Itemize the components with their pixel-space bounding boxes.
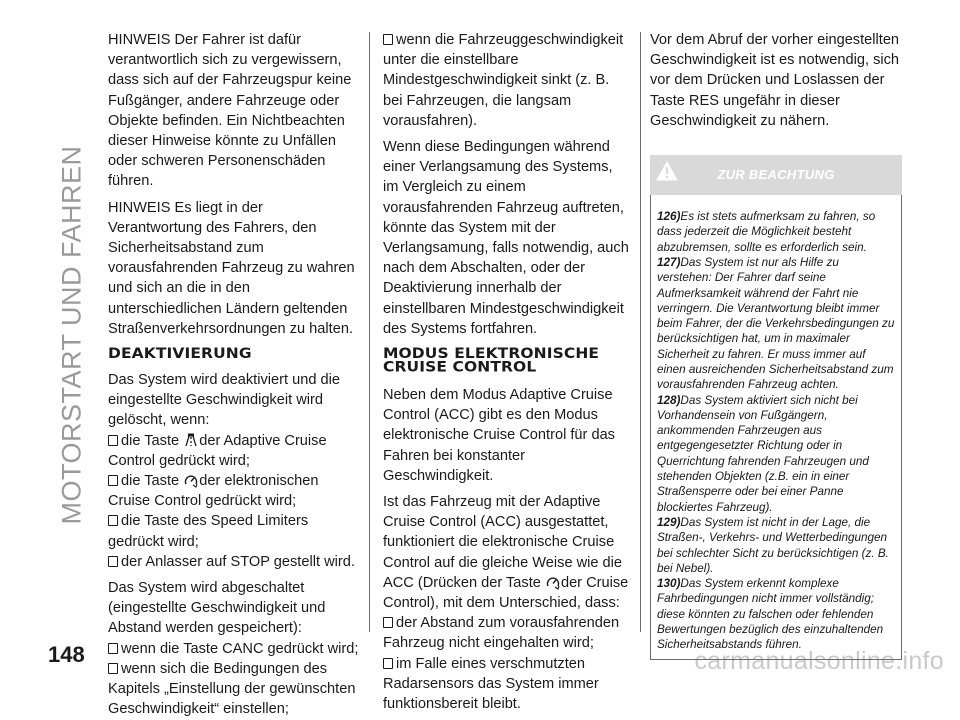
checkbox-bullet-icon xyxy=(108,475,118,486)
column-divider-1 xyxy=(369,32,370,632)
warning-header xyxy=(650,155,902,195)
adaptive-cruise-icon xyxy=(184,433,198,448)
heading-modus-elektronische-cruise-control: MODUS ELEKTRONISCHE CRUISE CONTROL xyxy=(383,345,600,375)
warning-item: 128)Das System aktiviert sich nicht bei Vorhandensein von Fußgängern, ankommenden Fahrzeugen aus entgegengesetzter Richtung oder in Querrichtung fahrenden Fahrzeugen und stehenden Objekten (z.B. ein in einer Straßensperre oder bei einer Panne blockiertes Fahrzeug). xyxy=(657,393,869,514)
checkbox-bullet-icon xyxy=(383,617,393,628)
column-divider-2 xyxy=(640,32,641,632)
column-2 xyxy=(383,30,631,714)
paragraph-modus: Neben dem Modus Adaptive Cruise Control (ACC) gibt es den Modus elektronische Cruise Control für das Fahren bei konstanter Geschwindigkeit. xyxy=(383,387,615,484)
bullet-item: die Taste der elektronischen Cruise Control gedrückt wird; xyxy=(108,473,319,510)
checkbox-bullet-icon xyxy=(108,515,118,526)
bullet-item: der Anlasser auf STOP gestellt wird. xyxy=(108,552,360,572)
warning-triangle-icon xyxy=(656,161,678,181)
warning-item: 127)Das System ist nur als Hilfe zu verstehen: Der Fahrer darf seine Aufmerksamkeit während der Fahrt nie verringern. Die Verantwortung bleibt immer beim Fahrer, der die Verkehrsbedingungen zu berücksichtigen hat, um in maximaler Sicherheit zu fahren. Er muss immer auf einen ausreichenden Sicherheitsabstand zum vorausfahrenden Fahrzeug achten. xyxy=(657,255,895,392)
bullet-item: der Abstand zum vorausfahrenden Fahrzeug nicht eingehalten wird; xyxy=(383,615,620,652)
speedometer-icon xyxy=(546,575,560,590)
checkbox-bullet-icon xyxy=(108,435,118,446)
checkbox-bullet-icon xyxy=(108,663,118,674)
paragraph-shutdown: Das System wird abgeschaltet (eingestellte Geschwindigkeit und Abstand werden gespeichert): xyxy=(108,580,326,637)
paragraph-deactivation: Das System wird deaktiviert und die eingestellte Geschwindigkeit wird gelöscht, wenn: xyxy=(108,372,340,429)
heading-deaktivierung: DEAKTIVIERUNG xyxy=(108,345,252,362)
warning-title: ZUR BEACHTUNG xyxy=(717,166,835,182)
bullet-item: im Falle eines verschmutzten Radarsensors das System immer funktionsbereit bleibt. xyxy=(383,655,599,713)
warning-item: 126)Es ist stets aufmerksam zu fahren, so dass jederzeit die Möglichkeit besteht abzubremsen, sollte es erforderlich sein. xyxy=(657,210,876,254)
bullet-item: die Taste der Adaptive Cruise Control gedrückt wird; xyxy=(108,432,327,469)
note-2: HINWEIS Es liegt in der Verantwortung des Fahrers, den Sicherheitsabstand zum vorausfahrenden Fahrzeug zu wahren und sich an die in den unterschiedlichen Ländern geltenden Straßenverkehrsordnungen zu halten. xyxy=(108,199,355,337)
warning-body xyxy=(650,195,902,660)
note-1: HINWEIS Der Fahrer ist dafür verantwortlich sich zu vergewissern, dass sich auf der Fahrzeugspur keine Fußgänger, andere Fahrzeuge oder Objekte befinden. Ein Nichtbeachten dieser Hinweise könnte zu Unfällen oder schweren Personenschäden führen. xyxy=(108,32,352,190)
paragraph-acc: Ist das Fahrzeug mit der Adaptive Cruise Control (ACC) ausgestattet, funktioniert die elektronische Cruise Control auf die gleiche Weise wie die ACC (Drücken der Taste der Cruise Control), mit dem Unterschied, dass: xyxy=(383,494,629,612)
warning-item: 130)Das System erkennt komplexe Fahrbedingungen nicht immer vollständig; diese könnten zu falschen oder fehlenden Bewertungen bezüglich des einzuhaltenden Sicherheitsabstands führen. xyxy=(657,577,884,652)
checkbox-bullet-icon xyxy=(108,643,118,654)
column-3 xyxy=(650,30,902,660)
paragraph-res: Vor dem Abruf der vorher eingestellten Geschwindigkeit ist es notwendig, sich vor dem Drücken und Loslassen der Taste RES ungefähr in dieser Geschwindigkeit zu nähern. xyxy=(650,32,900,129)
chapter-side-title: MOTORSTART UND FAHREN xyxy=(56,145,87,525)
checkbox-bullet-icon xyxy=(383,658,393,669)
paragraph-conditions: Wenn diese Bedingungen während einer Verlangsamung des Systems, im Vergleich zu einem vorausfahrenden Fahrzeug auftreten, könnte das System mit der Verlangsamung, falls notwendig, auch nach dem Abschalten, oder der Deaktivierung innerhalb der einstellbaren Mindestgeschwindigkeit des Systems fortfahren. xyxy=(383,139,629,337)
page-number: 148 xyxy=(48,642,85,667)
bullet-item: wenn die Fahrzeuggeschwindigkeit unter die einstellbare Mindestgeschwindigkeit sinkt (z. B. bei Fahrzeugen, die langsam vorausfahren). xyxy=(383,32,624,129)
bullet-item: die Taste des Speed Limiters gedrückt wird; xyxy=(108,513,309,550)
column-1 xyxy=(108,30,360,720)
bullet-item: wenn die Taste CANC gedrückt wird; xyxy=(108,639,360,659)
speedometer-icon xyxy=(184,473,198,488)
watermark: carmanualsonline.info xyxy=(694,647,944,675)
checkbox-bullet-icon xyxy=(108,556,118,567)
bullet-item: wenn sich die Bedingungen des Kapitels „Einstellung der gewünschten Geschwindigkeit“ einstellen; xyxy=(108,660,356,718)
warning-item: 129)Das System ist nicht in der Lage, die Straßen-, Verkehrs- und Wetterbedingungen bei schlechter Sicht zu berücksichtigen (z. B. bei Nebel). xyxy=(657,515,889,575)
checkbox-bullet-icon xyxy=(383,34,393,45)
